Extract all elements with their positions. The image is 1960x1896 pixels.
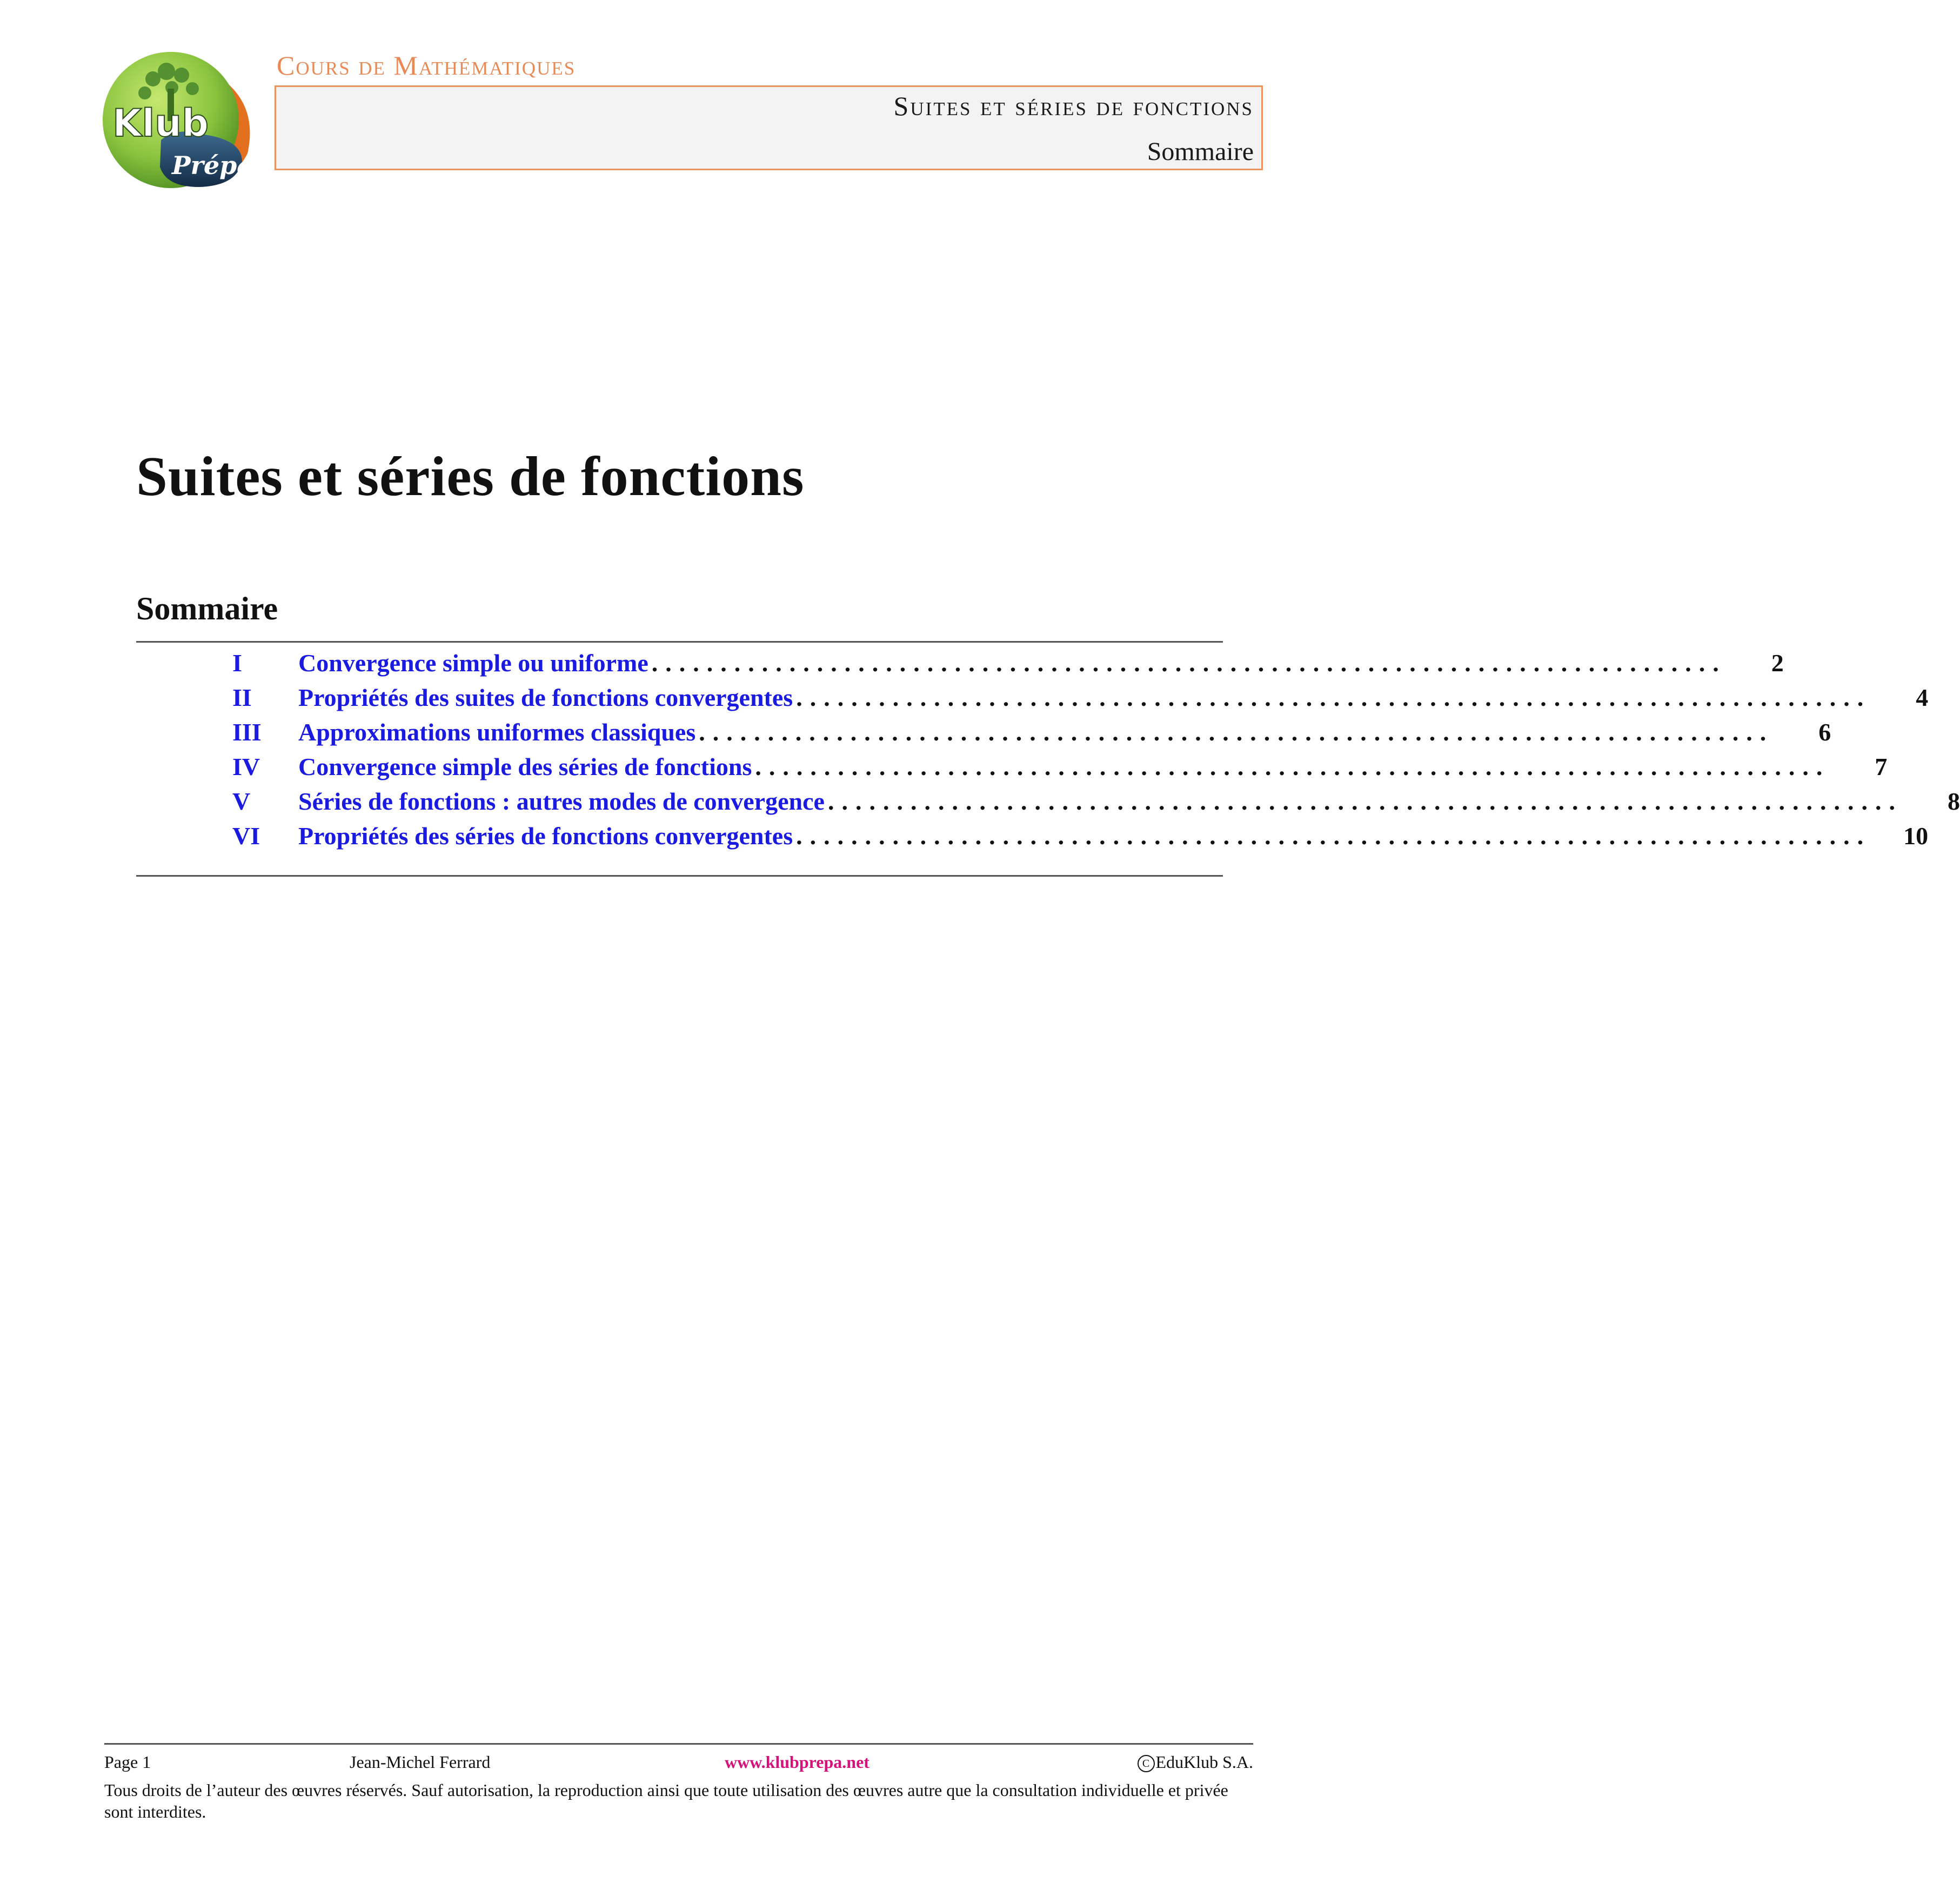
toc-entry-number: V (232, 787, 251, 815)
toc-leader-dots: .............................................................................. (796, 822, 1871, 850)
header-box (275, 85, 1263, 170)
klub-prepa-logo (96, 45, 258, 191)
copyright-holder: EduKlub S.A. (1155, 1752, 1253, 1772)
toc-entry-link[interactable]: Approximations uniformes classiques (298, 718, 696, 746)
toc-entry-page: 6 (1818, 718, 1831, 746)
website-link[interactable]: www.klubprepa.net (725, 1752, 869, 1772)
toc-heading: Sommaire (136, 591, 278, 626)
toc-entry-number: IV (232, 753, 260, 780)
toc-entry-page: 2 (1771, 649, 1784, 677)
toc-entry-link[interactable]: Convergence simple des séries de fonctions (298, 753, 752, 780)
toc-entry-number: I (232, 649, 242, 677)
rights-notice: Tous droits de l’auteur des œuvres réservés. Sauf autorisation, la reproduction ainsi que toute utilisation des œuvres autre que la consultation individuelle et privée sont interdites. (104, 1780, 1228, 1821)
toc-entry[interactable] (232, 822, 1929, 856)
toc-entry[interactable] (232, 752, 1888, 787)
toc-entry-page: 4 (1916, 684, 1929, 711)
toc-entry-link[interactable]: Convergence simple ou uniforme (298, 649, 648, 677)
toc-entry-number: III (232, 718, 262, 746)
table-of-contents (232, 649, 1960, 856)
footer-rule (104, 1743, 1253, 1745)
toc-entry-number: VI (232, 822, 260, 850)
toc-entry-link[interactable]: Propriétés des suites de fonctions convergentes (298, 684, 793, 711)
toc-leader-dots: .............................................................................. (699, 718, 1774, 746)
page-number: Page 1 (104, 1752, 151, 1772)
header-section: Sommaire (1147, 137, 1254, 166)
toc-leader-dots: .............................................................................. (651, 649, 1727, 677)
toc-leader-dots: .............................................................................. (755, 753, 1830, 780)
svg-text:Klub: Klub (112, 101, 209, 145)
toc-top-rule (136, 641, 1223, 643)
copyright-icon: C (1138, 1755, 1155, 1772)
toc-leader-dots: .............................................................................. (827, 787, 1903, 815)
footer (104, 1752, 1253, 1776)
toc-leader-dots: .............................................................................. (796, 684, 1871, 711)
toc-bottom-rule (136, 875, 1223, 877)
toc-entry[interactable] (232, 683, 1929, 718)
toc-entry[interactable] (232, 787, 1960, 822)
page-title: Suites et séries de fonctions (136, 445, 805, 508)
toc-entry-page: 8 (1947, 787, 1960, 815)
toc-entry[interactable] (232, 649, 1784, 683)
toc-entry-number: II (232, 684, 252, 711)
toc-entry-link[interactable]: Propriétés des séries de fonctions convergentes (298, 822, 793, 850)
header-subject: Suites et séries de fonctions (893, 91, 1254, 121)
author-name: Jean-Michel Ferrard (350, 1752, 491, 1772)
svg-text:Prépa: Prépa (172, 151, 253, 180)
toc-entry-page: 10 (1903, 822, 1929, 850)
toc-entry[interactable] (232, 718, 1831, 752)
toc-entry-link[interactable]: Séries de fonctions : autres modes de convergence (298, 787, 825, 815)
course-title: Cours de Mathématiques (277, 50, 576, 81)
toc-entry-page: 7 (1875, 753, 1888, 780)
copyright (1138, 1752, 1253, 1772)
